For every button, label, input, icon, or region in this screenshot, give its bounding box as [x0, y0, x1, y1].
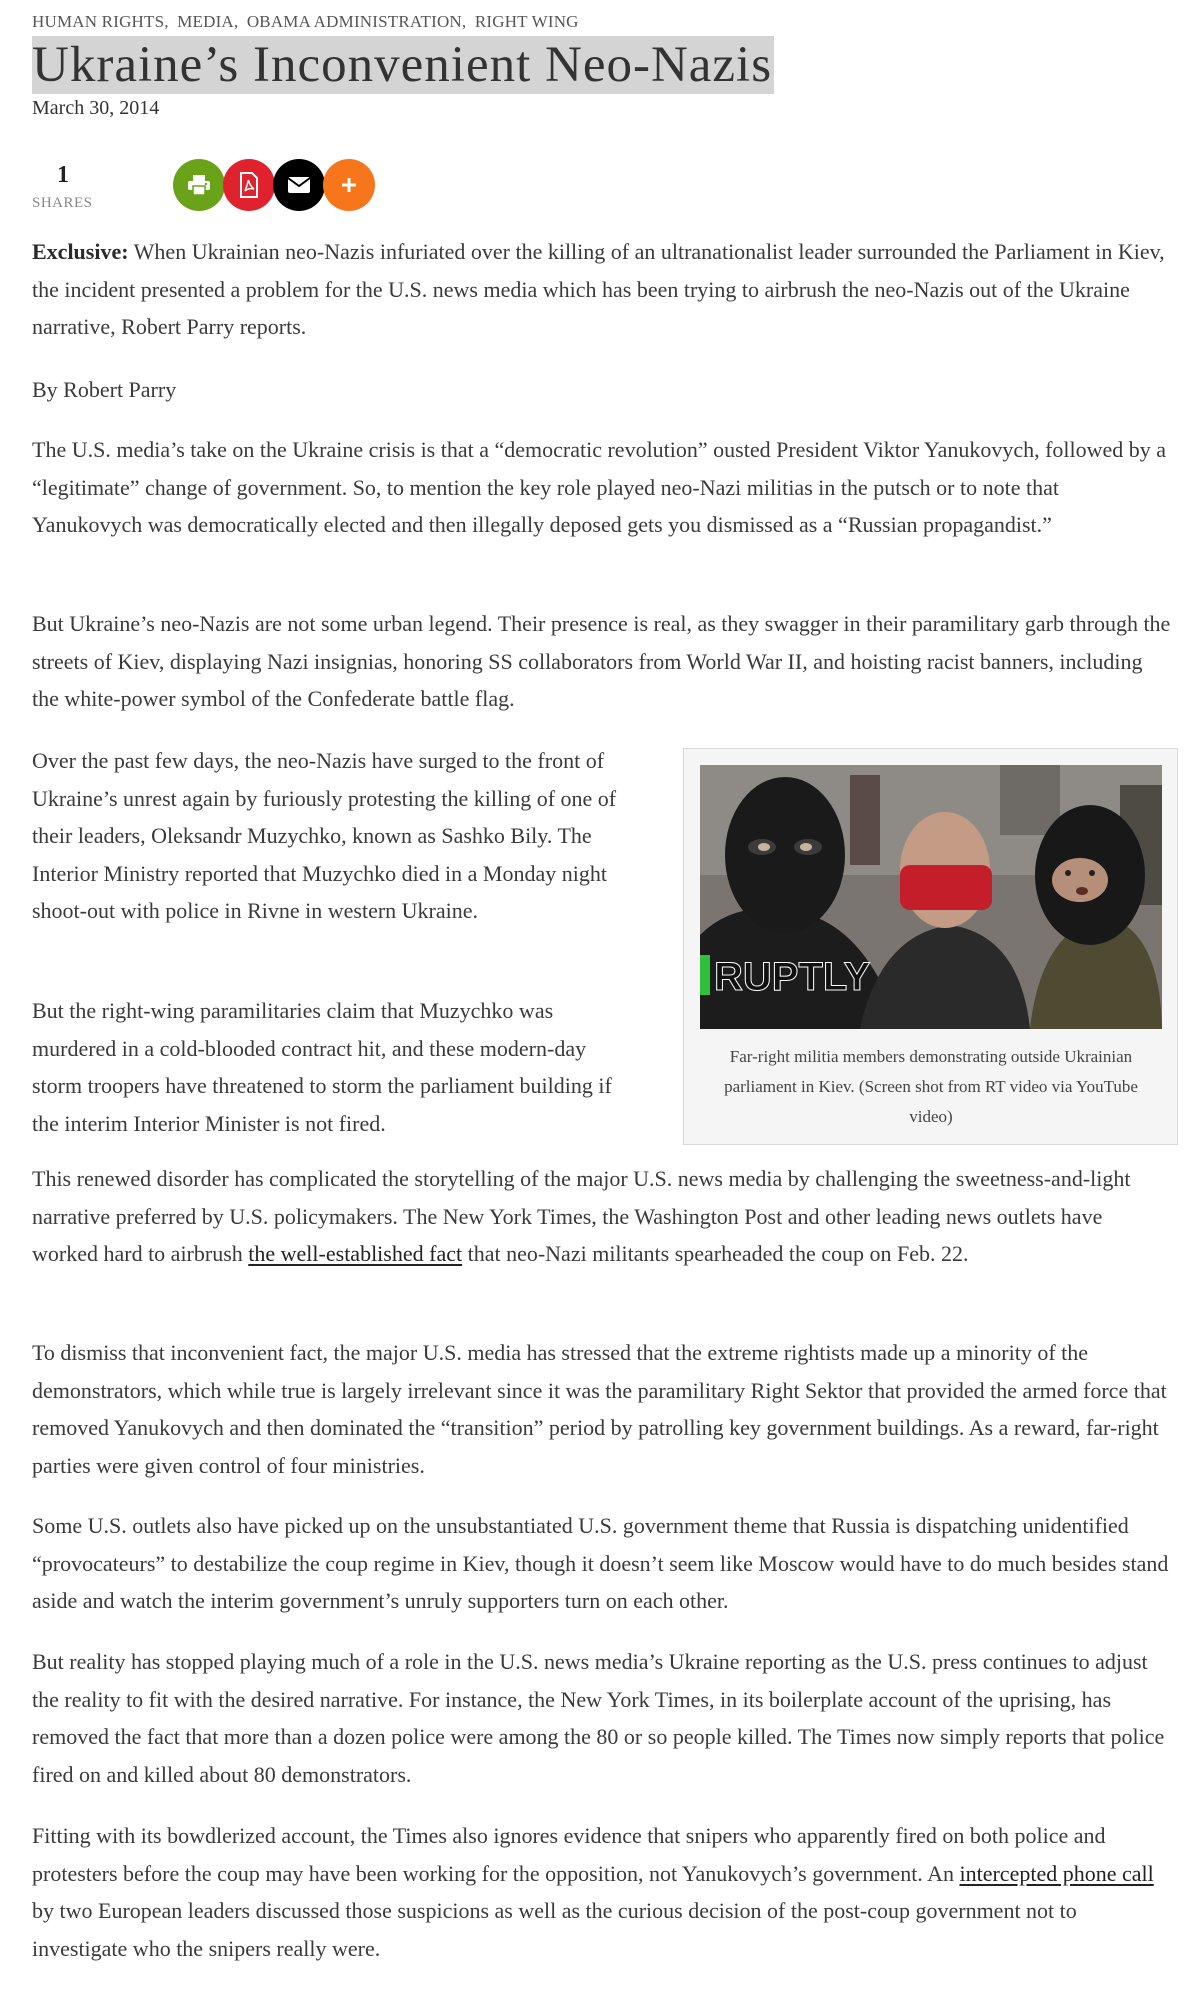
print-icon [187, 174, 211, 196]
exclusive-label: Exclusive: [32, 239, 129, 264]
pdf-button[interactable] [223, 159, 275, 211]
article-date: March 30, 2014 [32, 97, 160, 119]
well-established-fact-link[interactable]: the well-established fact [248, 1241, 463, 1266]
pdf-icon [239, 172, 259, 198]
envelope-icon [287, 176, 311, 194]
category-link-obama-administration[interactable]: OBAMA ADMINISTRATION [246, 12, 462, 31]
paragraph-7: Some U.S. outlets also have picked up on the unsubstantiated U.S. government theme that Russia is dispatching unidentified “provocateurs” to destabilize the coup regime in Kiev, though it doesn’t seem like Moscow would have to do much besides stand aside and watch the interim government’s unruly supporters turn on each other. [32, 1513, 1169, 1613]
intro-text: When Ukrainian neo-Nazis infuriated over the killing of an ultranationalist leader surrounded the Parliament in Kiev, the incident presented a problem for the U.S. news media which has been trying to airbrush the neo-Nazis out of the Ukraine narrative, Robert Parry reports. [32, 239, 1165, 339]
paragraph-8: But reality has stopped playing much of a role in the U.S. news media’s Ukraine reporting as the U.S. press continues to adjust the reality to fit with the desired narrative. For instance, the New York Times, in its boilerplate account of the uprising, has removed the fact that more than a dozen police were among the 80 or so people killed. The Times now simply reports that police fired on and killed about 80 demonstrators. [32, 1649, 1165, 1787]
more-share-button[interactable] [323, 159, 375, 211]
paragraph-4: But the right-wing paramilitaries claim that Muzychko was murdered in a cold-blooded contract hit, and these modern-day storm troopers have threatened to storm the parliament building if the interim Interior Minister is not fired. [32, 998, 612, 1136]
paragraph-1: The U.S. media’s take on the Ukraine crisis is that a “democratic revolution” ousted President Viktor Yanukovych, followed by a “legitimate” change of government. So, to mention the key role played neo-Nazi militias in the putsch or to note that Yanukovych was democratically elected and then illegally deposed gets you dismissed as a “Russian propagandist.” [32, 437, 1167, 537]
militia-photo[interactable] [700, 765, 1162, 1029]
paragraph-3: Over the past few days, the neo-Nazis have surged to the front of Ukraine’s unrest again by furiously protesting the killing of one of their leaders, Oleksandr Muzychko, known as Sashko Bily. The Interior Ministry reported that Muzychko died in a Monday night shoot-out with police in Rivne in western Ukraine. [32, 748, 617, 923]
share-count: 1 [57, 162, 69, 188]
paragraph-2: But Ukraine’s neo-Nazis are not some urban legend. Their presence is real, as they swagger in their paramilitary garb through the streets of Kiev, displaying Nazi insignias, honoring SS collaborators from World War II, and hoisting racist banners, including the white-power symbol of the Confederate battle flag. [32, 611, 1171, 711]
category-list: HUMAN RIGHTS, MEDIA, OBAMA ADMINISTRATION, RIGHT WING [32, 12, 579, 31]
article-title: Ukraine’s Inconvenient Neo-Nazis [32, 37, 773, 93]
print-button[interactable] [173, 159, 225, 211]
category-link-media[interactable]: MEDIA [177, 12, 234, 31]
paragraph-6: To dismiss that inconvenient fact, the major U.S. media has stressed that the extreme rightists made up a minority of the demonstrators, which while true is largely irrelevant since it was the paramilitary Right Sektor that provided the armed force that removed Yanukovych and then dominated the “transition” period by patrolling key government buildings. As a reward, far-right parties were given control of four ministries. [32, 1340, 1167, 1478]
category-link-right-wing[interactable]: RIGHT WING [474, 12, 579, 31]
email-button[interactable] [273, 159, 325, 211]
article-intro [32, 233, 1172, 346]
ruptly-watermark: RUPTLY [714, 955, 871, 999]
figure-caption: Far-right militia members demonstrating outside Ukrainian parliament in Kiev. (Screen shot from RT video via YouTube video) [724, 1047, 1138, 1126]
plus-icon [342, 178, 356, 192]
paragraph-5: This renewed disorder has complicated the storytelling of the major U.S. news media by challenging the sweetness-and-light narrative preferred by U.S. policymakers. The New York Times, the Washington Post and other leading news outlets have worked hard to airbrush the well-established fact that neo-Nazi militants spearheaded the coup on Feb. 22. [32, 1166, 1131, 1266]
paragraph-9: Fitting with its bowdlerized account, the Times also ignores evidence that snipers who apparently fired on both police and protesters before the coup may have been working for the opposition, not Yanukovych’s government. An intercepted phone call by two European leaders discussed those suspicions as well as the curious decision of the post-coup government not to investigate who the snipers really were. [32, 1823, 1154, 1961]
share-label: SHARES [32, 195, 93, 211]
byline: By Robert Parry [32, 377, 177, 402]
share-counter [32, 162, 102, 212]
intercepted-phone-call-link[interactable]: intercepted phone call [959, 1860, 1154, 1886]
category-link-human-rights[interactable]: HUMAN RIGHTS [32, 12, 165, 31]
article-figure [683, 748, 1178, 1145]
